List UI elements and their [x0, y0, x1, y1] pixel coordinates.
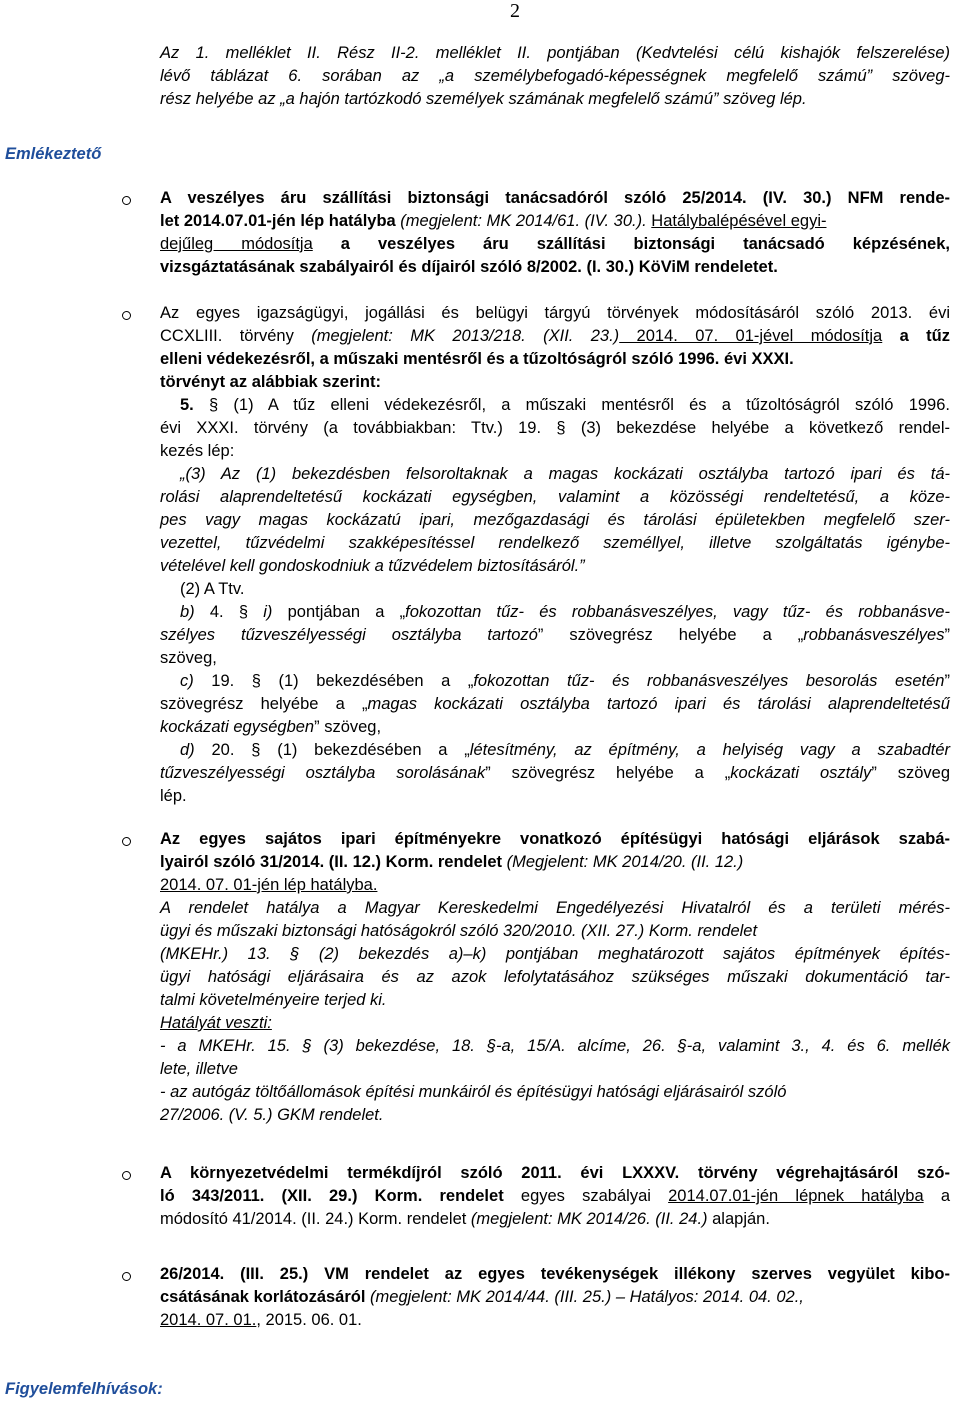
- item-text: (megjelent: MK 2013/218. (XII. 23.): [311, 327, 620, 345]
- item-text: szövegrész helyébe a „: [160, 695, 368, 713]
- item-line: (MKEHr.) 13. § (2) bekezdés a)–k) pontjában meghatározott sajátos építmények építés-: [160, 945, 950, 963]
- quote-line: „(3) Az (1) bekezdésben felsoroltaknak a magas kockázati osztályba tartozó ipari és tá-: [180, 465, 950, 483]
- item-text: dejűleg módosítja: [160, 235, 313, 253]
- list-item-voc-emission: [160, 1263, 950, 1332]
- item-line: vizsgáztatásának szabályairól és díjairól szóló 8/2002. (I. 30.) KöViM rendeletet.: [160, 258, 778, 276]
- item-text: 2014. 07. 01.: [160, 1311, 257, 1329]
- item-text: robbanásveszélyes: [803, 626, 945, 644]
- item-text: fokozottan tűz- és robbanásveszélyes besorolás esetén: [473, 672, 945, 690]
- item-text: egyes szabályai: [503, 1187, 669, 1205]
- item-text: Hatálybalépésével egyi-: [651, 212, 827, 230]
- item-line: Az egyes sajátos ipari építményekre vonatkozó építésügyi hatósági eljárások szabá-: [160, 830, 950, 848]
- item-text: a veszélyes áru szállítási biztonsági tanácsadó képzésének,: [312, 235, 950, 253]
- item-text: csátásának korlátozásáról: [160, 1288, 366, 1306]
- item-text: szélyes tűzveszélyességi osztályba tartozó: [160, 626, 538, 644]
- bullet-icon: [122, 1272, 131, 1281]
- intro-line: Az 1. melléklet II. Rész II-2. melléklet II. pontjában (Kedvtelési célú kishajók felszerelése): [160, 44, 950, 62]
- item-text: ”: [944, 672, 950, 690]
- item-text: (megjelent: MK 2014/61. (IV. 30.).: [395, 212, 652, 230]
- item-text: b): [180, 603, 210, 621]
- item-text: lyairól szóló 31/2014. (II. 12.) Korm. rendelet: [160, 853, 507, 871]
- item-text: a tűz: [882, 327, 950, 345]
- item-line: - az autógáz töltőállomások építési munkáiról és építésügyi hatósági eljárásairól szóló: [160, 1083, 787, 1101]
- item-text: 5.: [180, 396, 194, 414]
- intro-line: rész helyébe az „a hajón tartózkodó személyek számának megfelelő számú” szöveg lép.: [160, 90, 807, 108]
- item-line: elleni védekezésről, a műszaki mentésről és a tűzoltóságról szóló 1996. évi XXXI.: [160, 350, 794, 368]
- item-line: szöveg,: [160, 649, 217, 667]
- item-text: pontjában a „: [272, 603, 406, 621]
- item-line: A rendelet hatálya a Magyar Kereskedelmi Engedélyezési Hivatalról és a területi mérés-: [160, 899, 950, 917]
- quote-line: vezettel, tűzvédelmi szakképesítéssel rendelkező személlyel, illetve szolgáltatás igénybe-: [160, 534, 950, 552]
- item-text: módosító 41/2014. (II. 24.) Korm. rendelet: [160, 1210, 471, 1228]
- bullet-icon: [122, 1171, 131, 1180]
- reminder-label: Emlékeztető: [5, 145, 102, 163]
- item-text: 2014.07.01-jén lépnek hatályba: [668, 1187, 924, 1205]
- alerts-label: Figyelemfelhívások:: [5, 1380, 163, 1398]
- item-line: talmi követelményeire terjed ki.: [160, 991, 387, 1009]
- item-text: 4. §: [209, 603, 264, 621]
- item-text: alapján.: [707, 1210, 770, 1228]
- list-item-industrial-buildings: [160, 828, 950, 1127]
- item-text: kockázati osztály: [730, 764, 872, 782]
- item-text: § (1) A tűz elleni védekezésről, a műszaki mentésről és a tűzoltóságról szóló 1996.: [193, 396, 950, 414]
- item-line: - a MKEHr. 15. § (3) bekezdése, 18. §-a, 15/A. alcíme, 26. §-a, valamint 3., 4. és 6. mellék: [160, 1037, 950, 1055]
- page-number: 2: [510, 0, 520, 22]
- item-line: A környezetvédelmi termékdíjról szóló 2011. évi LXXXV. törvény végrehajtásáról szó-: [160, 1164, 950, 1182]
- item-text: let 2014.07.01-jén lép hatályba: [160, 212, 396, 230]
- item-text: ” szövegrész helyébe a „: [537, 626, 804, 644]
- list-item-hazardous-goods: [160, 187, 950, 279]
- quote-line: pes vagy magas kockázatú ipari, mezőgazdasági és tárolási épületekben megfelelő szer-: [160, 511, 950, 529]
- item-line: Az egyes igazságügyi, jogállási és belügyi tárgyú törvények módosításáról szóló 2013. évi: [160, 304, 950, 322]
- item-text: ” szövegrész helyébe a „: [485, 764, 731, 782]
- item-line: Hatályát veszti:: [160, 1014, 272, 1032]
- item-line: lép.: [160, 787, 187, 805]
- item-text: 20. § (1) bekezdésében a „: [211, 741, 470, 759]
- list-item-justice-laws: [160, 302, 950, 808]
- item-text: tűzveszélyességi osztályba sorolásának: [160, 764, 486, 782]
- list-item-product-fee: [160, 1162, 950, 1231]
- item-text: 2014. 07. 01-jével módosítja: [619, 327, 883, 345]
- bullet-icon: [122, 311, 131, 320]
- item-line: 26/2014. (III. 25.) VM rendelet az egyes tevékenységek illékony szerves vegyület kibo-: [160, 1265, 950, 1283]
- item-line: 27/2006. (V. 5.) GKM rendelet.: [160, 1106, 384, 1124]
- item-text: d): [180, 741, 212, 759]
- bullet-icon: [122, 837, 131, 846]
- item-line: évi XXXI. törvény (a továbbiakban: Ttv.) 19. § (3) bekezdése helyébe a következő rendel-: [160, 419, 950, 437]
- item-text: ”: [944, 626, 950, 644]
- quote-line: vételével kell gondoskodniuk a tűzvédelem biztosításáról.”: [160, 557, 585, 575]
- item-line: A veszélyes áru szállítási biztonsági tanácsadóról szóló 25/2014. (IV. 30.) NFM rende-: [160, 189, 950, 207]
- item-text: c): [180, 672, 212, 690]
- item-line: ügyi és műszaki biztonsági hatóságokról szóló 320/2010. (XII. 27.) Korm. rendelet: [160, 922, 758, 940]
- item-text: ló 343/2011. (XII. 29.) Korm. rendelet: [160, 1187, 504, 1205]
- item-line: törvényt az alábbiak szerint:: [160, 373, 381, 391]
- item-line: kezés lép:: [160, 442, 235, 460]
- item-line: lete, illetve: [160, 1060, 238, 1078]
- item-text: ” szöveg,: [314, 718, 382, 736]
- item-text: magas kockázati osztályba tartozó ipari és tárolási alaprendeltetésű: [367, 695, 950, 713]
- item-text: létesítmény, az építmény, a helyiség vagy a szabadtér: [469, 741, 950, 759]
- item-text: 19. § (1) bekezdésében a „: [211, 672, 474, 690]
- intro-paragraph: [160, 42, 950, 111]
- item-text: i): [263, 603, 273, 621]
- item-line: 2014. 07. 01-jén lép hatályba.: [160, 876, 378, 894]
- item-text: kockázati egységben: [160, 718, 315, 736]
- bullet-icon: [122, 196, 131, 205]
- item-text: (Megjelent: MK 2014/20. (II. 12.): [506, 853, 744, 871]
- item-text: (megjelent: MK 2014/26. (II. 24.): [470, 1210, 708, 1228]
- quote-line: rolási alaprendeltetésű kockázati egységben, valamint a közösségi rendeltetésű, a köze-: [160, 488, 950, 506]
- intro-line: lévő táblázat 6. sorában az „a személybefogadó-képességnek megfelelő számú” szöveg-: [160, 67, 950, 85]
- item-text: fokozottan tűz- és robbanásveszélyes, vagy tűz- és robbanásve-: [405, 603, 950, 621]
- item-text: (megjelent: MK 2014/44. (III. 25.) – Hatályos: 2014. 04. 02.,: [365, 1288, 804, 1306]
- item-text: CCXLIII. törvény: [160, 327, 312, 345]
- item-text: ” szöveg: [871, 764, 950, 782]
- item-line: (2) A Ttv.: [180, 580, 245, 598]
- item-text: , 2015. 06. 01.: [256, 1311, 362, 1329]
- item-text: a: [923, 1187, 950, 1205]
- item-line: ügyi hatósági eljárásaira és az azok lefolytatásához szükséges műszaki dokumentáció tar-: [160, 968, 950, 986]
